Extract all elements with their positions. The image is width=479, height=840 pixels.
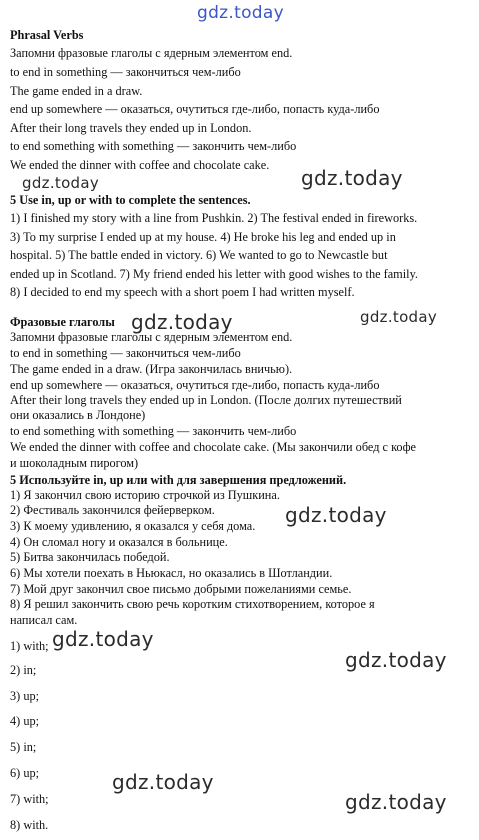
section2-line: to end something with something — закончить чем-либо <box>10 424 297 438</box>
watermark: gdz.today <box>112 770 214 794</box>
watermark: gdz.today <box>197 3 284 23</box>
watermark: gdz.today <box>52 627 154 651</box>
exercise-en-line: ended up in Scotland. 7) My friend ended his letter with good wishes to the family. <box>10 267 418 281</box>
section2-line: end up somewhere — оказаться, очутиться где-либо, попасть куда-либо <box>10 378 380 392</box>
exercise-ru-line: 2) Фестиваль закончился фейерверком. <box>10 503 215 517</box>
watermark: gdz.today <box>345 648 447 672</box>
section1-line: Запомни фразовые глаголы с ядерным элементом end. <box>10 46 293 60</box>
exercise-ru-line: 5) Битва закончилась победой. <box>10 550 170 564</box>
exercise-ru-line: 3) К моему удивлению, я оказался у себя дома. <box>10 519 256 533</box>
exercise-ru-line: написал сам. <box>10 613 78 627</box>
exercise-en-line: 3) To my surprise I ended up at my house. 4) He broke his leg and ended up in <box>10 230 396 244</box>
section2-line: Запомни фразовые глаголы с ядерным элементом end. <box>10 330 293 344</box>
section2-line: они оказались в Лондоне) <box>10 408 146 422</box>
section1-line: to end in something — закончиться чем-либо <box>10 65 241 79</box>
answer-item: 5) in; <box>10 740 37 754</box>
watermark: gdz.today <box>285 503 387 527</box>
section2-line: The game ended in a draw. (Игра закончилась вничью). <box>10 362 293 376</box>
answer-item: 2) in; <box>10 663 37 677</box>
section1-line: The game ended in a draw. <box>10 84 143 98</box>
section1-line: We ended the dinner with coffee and chocolate cake. <box>10 158 270 172</box>
section1-line: end up somewhere — оказаться, очутиться где-либо, попасть куда-либо <box>10 102 380 116</box>
watermark: gdz.today <box>301 166 403 190</box>
answer-item: 7) with; <box>10 792 49 806</box>
watermark: gdz.today <box>345 790 447 814</box>
section1-line: After their long travels they ended up in London. <box>10 121 252 135</box>
exercise-ru-title: 5 Используйте in, up или with для завершения предложений. <box>10 473 347 487</box>
answer-item: 6) up; <box>10 766 40 780</box>
watermark: gdz.today <box>22 174 100 192</box>
answer-item: 3) up; <box>10 689 40 703</box>
watermark: gdz.today <box>360 308 438 326</box>
section2-line: to end in something — закончиться чем-либо <box>10 346 241 360</box>
section2-line: We ended the dinner with coffee and chocolate cake. (Мы закончили обед с кофе <box>10 440 417 454</box>
exercise-ru-line: 6) Мы хотели поехать в Ньюкасл, но оказались в Шотландии. <box>10 566 333 580</box>
exercise-ru-line: 4) Он сломал ногу и оказался в больнице. <box>10 535 228 549</box>
exercise-en-line: hospital. 5) The battle ended in victory. 6) We wanted to go to Newcastle but <box>10 248 388 262</box>
section1-title: Phrasal Verbs <box>10 28 84 42</box>
watermark: gdz.today <box>131 310 233 334</box>
exercise-en-line: 1) I finished my story with a line from Pushkin. 2) The festival ended in fireworks. <box>10 211 418 225</box>
exercise-ru-line: 1) Я закончил свою историю строчкой из Пушкина. <box>10 488 280 502</box>
exercise-ru-line: 7) Мой друг закончил свое письмо добрыми пожеланиями семье. <box>10 582 352 596</box>
section2-title: Фразовые глаголы <box>10 315 115 329</box>
answer-item: 1) with; <box>10 639 49 653</box>
section2-line: After their long travels they ended up in London. (После долгих путешествий <box>10 393 402 407</box>
answer-item: 4) up; <box>10 714 40 728</box>
exercise-en-title: 5 Use in, up or with to complete the sentences. <box>10 193 251 207</box>
section1-line: to end something with something — закончить чем-либо <box>10 139 297 153</box>
exercise-en-line: 8) I decided to end my speech with a short poem I had written myself. <box>10 285 355 299</box>
exercise-ru-line: 8) Я решил закончить свою речь коротким стихотворением, которое я <box>10 597 375 611</box>
answer-item: 8) with. <box>10 818 49 832</box>
section2-line: и шоколадным пирогом) <box>10 456 139 470</box>
